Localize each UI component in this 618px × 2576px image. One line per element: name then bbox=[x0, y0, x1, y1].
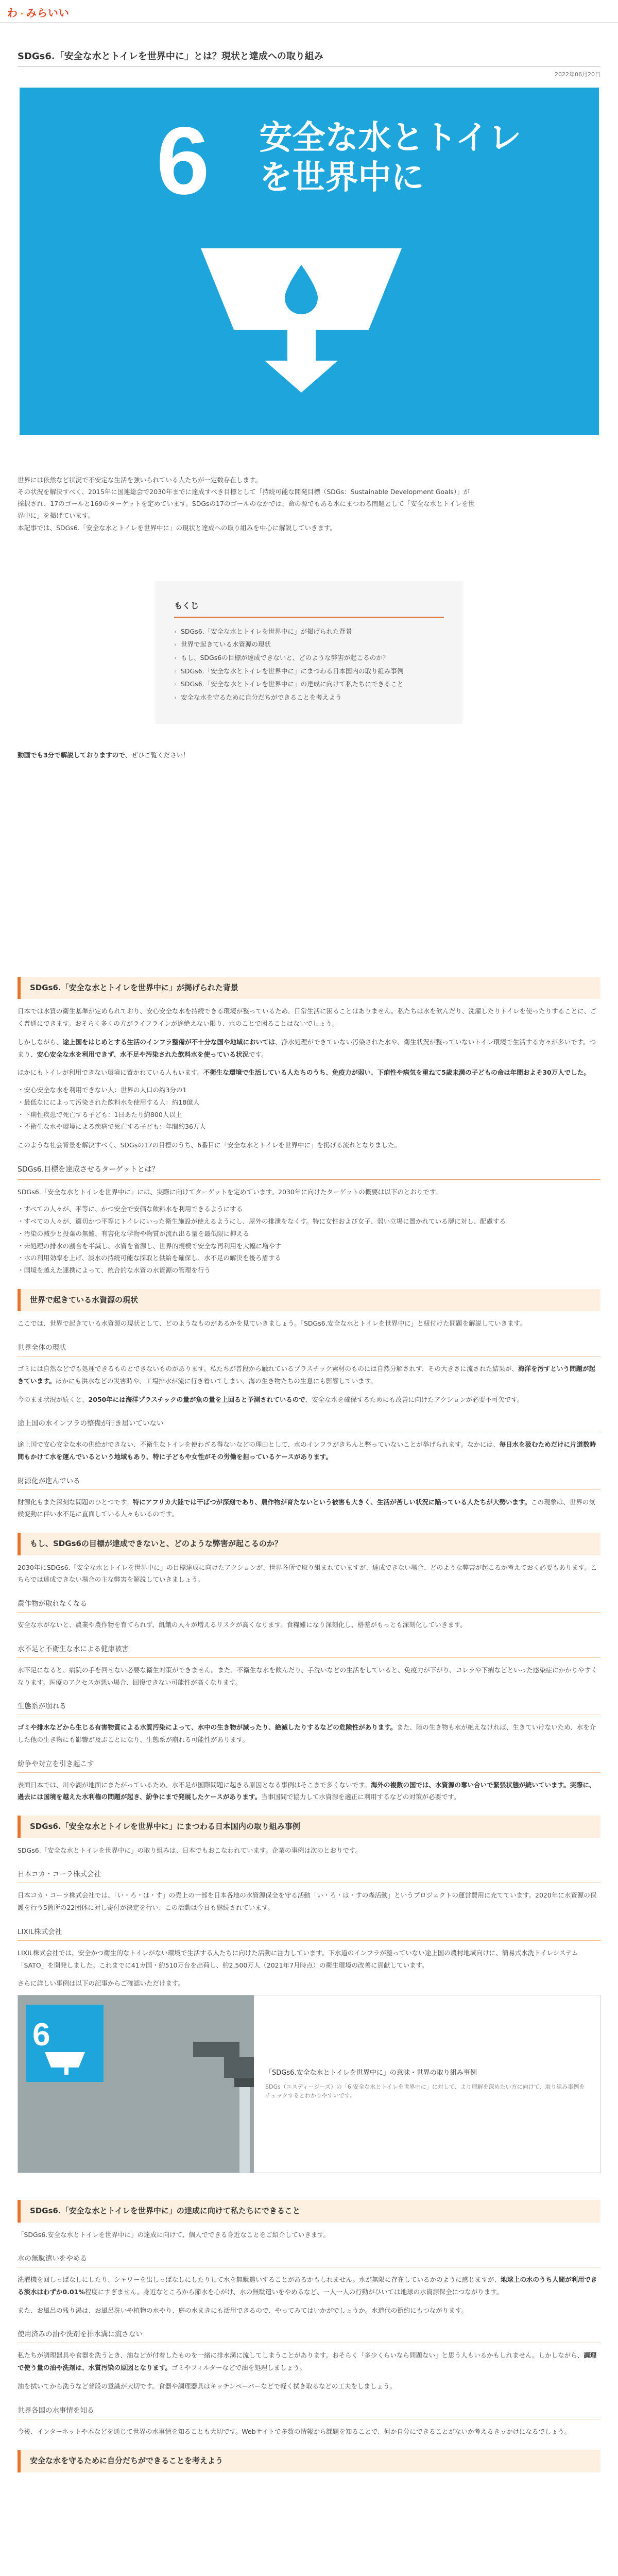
section-minor-heading: 使用済みの油や洗剤を排水溝に流さない bbox=[18, 2329, 600, 2343]
paragraph bbox=[18, 1036, 600, 1061]
thumbnail-goal-number: 6 bbox=[32, 2017, 50, 2053]
toc-item-label: SDGs6.「安全な水とトイレを世界中に」の達成に向けて私たちにできること bbox=[181, 680, 404, 688]
toc-title: もくじ bbox=[174, 600, 199, 611]
paragraph bbox=[18, 2274, 600, 2298]
section-minor-heading: 財源化が進んでいる bbox=[18, 1476, 600, 1490]
text-run: ほかにもトイレが利用できない環境に置かれている人もいます。 bbox=[18, 1069, 203, 1077]
text-run-bold: 2050年には海洋プラスチックの量が魚の量を上回ると予測されているので bbox=[88, 1395, 305, 1403]
text-run: また、陸の生き物も水が絶えなければ、生きていけないため、 bbox=[397, 1723, 577, 1732]
paragraph: 日本コカ・コーラ株式会社では、「い・ろ・は・す」の売上の一部を日本各地の水資源保全を守る活動「い・ろ・は・すの森活動」というプロジェクトの運営費用に充てています。2020年に水資源の保護を行う5箇所の22団体に対し寄付が決定を行い、この活動は今日も継続されています。 bbox=[18, 1891, 597, 1912]
paragraph: また、お風呂の残り湯は、お風呂洗いや植物の水やり、庭の水まきにも活用できるので、やってみてはいかがでしょうか。水道代の節約にもつながります。 bbox=[18, 2306, 468, 2314]
chevron-right-icon: › bbox=[174, 640, 177, 649]
paragraph: SDGs6.「安全な水とトイレを世界中に」の取り組みは、日本でもおこなわれています。企業の事例は次のとおりです。 bbox=[18, 1846, 362, 1854]
chevron-right-icon: › bbox=[174, 680, 177, 688]
text-run: ほかにも洪水などの災害時や、工場排水が流に行き着いてしまい、海の生き物たちの生息にも影響しています。 bbox=[56, 1377, 377, 1385]
paragraph bbox=[18, 1779, 600, 1804]
toc-item-label: SDGs6.「安全な水とトイレを世界中に」にまつわる日本国内の取り組み事例 bbox=[181, 667, 404, 675]
section-conclusion bbox=[18, 2450, 600, 2472]
paragraph bbox=[18, 1363, 600, 1387]
text-run: 私たちが調理器具や食器を洗うとき、油などが付着したものを一緒に排水溝に流してしまうことがあります。おそらく「多少くらいなら問題ない」と思う人もいるかもしれません。しかしながら、 bbox=[18, 2351, 584, 2360]
list-item: ・下痢性疾患で死亡する子ども：1日あたり約800人以上 bbox=[18, 1110, 182, 1118]
intro-line: 本記事では、SDGs6.「安全な水とトイレを世界中に」の現状と達成への取り組みを中心に解説していきます。 bbox=[18, 523, 337, 532]
toc-item[interactable] bbox=[174, 691, 444, 704]
hero-goal-title bbox=[260, 118, 522, 198]
chevron-right-icon: › bbox=[174, 667, 177, 675]
text-run: 程度にすぎません。身近なところから節水を心がけ、水の無駄遣いをやめるなど、一人一人の行動がひいては地球の水資源保全につながります。 bbox=[84, 2287, 503, 2296]
logo-main: わ bbox=[7, 7, 18, 19]
text-run-bold: 不衛生な環境で生活している人たちのうち、免疫力が弱い、下痢性や病気を重ねて5歳未満の子どもの命は年間およそ30万人でした。 bbox=[203, 1069, 590, 1077]
list-item: ・未処理の排水の割合を半減し、水資を省源し、世界的規模で安全な再利用を大幅に増やす bbox=[18, 1242, 282, 1250]
section-heading: 世界で起きている水資源の現状 bbox=[18, 1289, 600, 1312]
title-bar bbox=[18, 47, 600, 67]
text-run: しかしながら、 bbox=[18, 1038, 63, 1046]
table-of-contents bbox=[156, 581, 462, 724]
paragraph: 水不足になると、病院の手を回せない必要な衛生対策ができません。また、不衛生な水を飲んだり、手洗いなどの生活をしていると、免疫力が下がり、コレラや下痢などといった感染症にかかりやすくなります。医療のアクセスが悪い場合、回復できない可能性が高くなります。 bbox=[18, 1666, 597, 1686]
paragraph: 2030年にSDGs6.「安全な水とトイレを世界中に」の目標達成に向けたアクションが、世界各所で取り組まれていますが、達成できない場合、どのような弊害が起こるか考えておく必要もあります。こちらでは達成できない場合の主な弊害を解説していきましょう。 bbox=[18, 1563, 597, 1584]
hero-line-1: 安全な水とトイレ bbox=[259, 119, 522, 157]
related-article-thumbnail bbox=[18, 1995, 254, 2173]
section-current-state bbox=[18, 1289, 600, 1520]
video-note-rest: 、ぜひご覧ください！ bbox=[125, 751, 190, 759]
video-note bbox=[18, 750, 600, 760]
paragraph: 日本では水質の衛生基準が定められており、安心安全な水を持続できる環境が整っているため、日常生活に困ることはありません。私たちは水を飲んだり、洗濯したりトイレを使ったりすることに、ごく普通にできます。おそらく多くの方がライフラインが途絶えない限り、水のことで困ることはないでしょう。 bbox=[18, 1007, 597, 1028]
text-run-bold: 地球上の水のうち人間が利用できる淡水はわずか0.01% bbox=[18, 2276, 597, 2296]
hero-goal-number: 6 bbox=[156, 108, 210, 214]
paragraph: 油を拭いてから洗うなど普段の意識が大切です。食器や調理器具はキッチンペーパーなどで軽く拭き取るなどの工夫をしましょう。 bbox=[18, 2382, 397, 2390]
section-background bbox=[18, 977, 600, 1151]
text-run-bold: 途上国をはじめとする生活のインフラ整備が不十分な国や地域においては bbox=[62, 1038, 276, 1046]
text-run: ことが挙げられます。 bbox=[403, 1440, 468, 1449]
text-run: ゴミやフィルターなどで油を処理しましょう。 bbox=[171, 2364, 306, 2372]
list-item: ・不衛生な水や環境による疾病で死亡する子ども：年間約36万人 bbox=[18, 1123, 206, 1131]
section-subheading: SDGs6.目標を達成させるターゲットとは？ bbox=[18, 1164, 600, 1180]
text-run: 当事国間で協力して水資源を適正に利用するなどの対策が必要です。 bbox=[261, 1793, 460, 1801]
text-run-bold: 毎日水を汲むためだけに片道数時間もかけて水を運んでいるという地域もあり、特に子どもや女性がその労働を担っているケースがあります。 bbox=[18, 1440, 596, 1461]
text-run: 表面日本では、川や湖が地面にまたがっているため、水不足が国際問題に起きる原因となる事例はそこまで多くないです。 bbox=[18, 1781, 371, 1789]
site-header bbox=[0, 0, 618, 23]
paragraph: 「SDGs6.安全な水とトイレを世界中に」の達成に向けて、個人でできる身近なことをご紹介していきます。 bbox=[18, 2230, 330, 2239]
toc-divider bbox=[174, 617, 444, 618]
text-run: 、安全な水を確保するためにも改善に向けたアクションが必要不可欠です。 bbox=[305, 1395, 524, 1403]
section-minor-heading: 途上国の水インフラの整備が行き届いていない bbox=[18, 1418, 600, 1432]
section-minor-heading: 日本コカ・コーラ株式会社 bbox=[18, 1869, 600, 1883]
toc-item-label: もし、SDGs6の目標が達成できないと、どのような弊害が起こるのか？ bbox=[181, 654, 389, 662]
paragraph bbox=[18, 1721, 600, 1746]
list-item: ・安心安全な水を利用できない人：世界の人口の約3分の1 bbox=[18, 1086, 187, 1094]
section-minor-heading: 農作物が取れなくなる bbox=[18, 1598, 600, 1613]
logo-dot: ・ bbox=[18, 9, 27, 19]
section-heading: SDGs6.「安全な水とトイレを世界中に」が掲げられた背景 bbox=[18, 977, 600, 999]
intro-line: 界中に」を掲げています。 bbox=[18, 512, 95, 520]
paragraph bbox=[18, 1438, 600, 1463]
text-run: 途上国で安心安全な水の供給ができない、不衛生なトイレを使わざる得ないなどの理由として、水のインフラがきちんと整っていない bbox=[18, 1440, 404, 1449]
related-article-desc: SDGs（エスディージーズ）の「6.安全な水とトイレを世界中に」に対して、より理解を深めたい方に向けて、取り組み事例をチェックするとわかりやすいです。 bbox=[265, 2083, 585, 2099]
section-heading: SDGs6.「安全な水とトイレを世界中に」の達成に向けて私たちにできること bbox=[18, 2200, 600, 2223]
publish-date: 2022年06月20日 bbox=[555, 71, 600, 78]
text-run: です。 bbox=[249, 1050, 268, 1058]
paragraph bbox=[18, 1066, 600, 1079]
faucet-icon bbox=[18, 1995, 254, 2173]
text-run: 洗濯機を回しっぱなしにしたり、シャワーを出しっぱなしにしたりして水を無駄遣いすることがあるかもしれません。水が無限に存在しているかのように感じますが、 bbox=[18, 2276, 501, 2284]
text-run: 今のまま状況が続くと、 bbox=[18, 1395, 89, 1403]
paragraph bbox=[18, 1496, 600, 1521]
list-item: ・すべての人々が、平等に、かつ安全で安価な飲料水を利用できるようにする bbox=[18, 1205, 243, 1213]
chevron-right-icon: › bbox=[174, 654, 177, 662]
paragraph: 安全な水がないと、農業や農作物を育てられず、飢餓の人々が増えるリスクが高くなります。食糧難になり深刻化し、格差がもっとも深刻化していきます。 bbox=[18, 1621, 467, 1629]
text-run: 財源化もまた深刻な問題のひとつです。 bbox=[18, 1498, 133, 1506]
list-item: ・水の利用効率を上げ、淡水の持続可能な採取と供給を確保し、水不足の解決を後ろ盾する bbox=[18, 1254, 282, 1262]
text-run: 水を介した他の生き物にも影響が及ぶことになり、生態系が崩れる可能性があります。 bbox=[18, 1723, 596, 1743]
section-minor-heading: 水の無駄遣いをやめる bbox=[18, 2253, 600, 2267]
paragraph: SDGs6.「安全な水とトイレを世界中に」には、実際に向けてターゲットを定めています。2030年に向けたターゲットの概要は以下のとおりです。 bbox=[18, 1188, 442, 1196]
text-run: この現象は、世界の気候変動に伴い水不足に直面している人々もいるのです。 bbox=[18, 1498, 595, 1518]
list-item: ・すべての人々が、適切かつ平等にトイレにいった衛生施設が使えるようにし、屋外の排泄をなくす。特に女性および女子、弱い立場に置かれている層に対し、配慮する bbox=[18, 1217, 506, 1226]
bullet-list bbox=[18, 1084, 600, 1133]
intro-line: 採択され、17のゴールと169のターゲットを定めています。SDGsの17のゴールのなかでは、命の源でもある水にまつわる問題として「安全な水とトイレを世 bbox=[18, 500, 475, 508]
paragraph: ここでは、世界で起きている水資源の現状として、どのようなものがあるかを見ていきましょう。「SDGs6.安全な水とトイレを世界中に」と紐付けた問題を解説していきます。 bbox=[18, 1319, 526, 1328]
section-heading: SDGs6.「安全な水とトイレを世界中に」にまつわる日本国内の取り組み事例 bbox=[18, 1816, 600, 1838]
hero-line-2: を世界中に bbox=[259, 158, 424, 197]
paragraph bbox=[18, 1394, 600, 1406]
toc-item[interactable] bbox=[174, 638, 444, 651]
article bbox=[18, 47, 600, 2472]
section-minor-heading: 世界各国の水事情を知る bbox=[18, 2405, 600, 2419]
page-title: SDGs6.「安全な水とトイレを世界中に」とは？現状と達成への取り組み bbox=[18, 50, 323, 62]
toc-item[interactable] bbox=[174, 651, 444, 665]
site-logo[interactable] bbox=[7, 4, 70, 22]
list-item: ・最低なにによって汚染された飲料水を使用する人：約18億人 bbox=[18, 1098, 200, 1106]
paragraph: 今後、インターネットや本などを通じて世界の水事情を知ることも大切です。Webサイトで多数の情報から課題を知ることで、何か自分にできることがないか考えるきっかけになるでしょう。 bbox=[18, 2427, 571, 2435]
section-minor-heading: 水不足と不衛生な水による健康被害 bbox=[18, 1643, 600, 1658]
intro-text bbox=[18, 474, 600, 534]
paragraph: LIXIL株式会社では、安全かつ衛生的なトイレがない環境で生活する人たちに向けた活動に注力しています。下水道のインフラが整っていない途上国の農村地域向けに、簡易式水洗トイレシステム「SATO」を開発しました。これまでに41カ国・約510万台を出荷し、約2,500万人（2021年7月時点）の衛生環境の改善に貢献しています。 bbox=[18, 1948, 578, 1969]
logo-rest: みらいい bbox=[26, 7, 70, 19]
section-targets bbox=[18, 1164, 600, 1277]
section-japan-cases bbox=[18, 1816, 600, 2173]
section-minor-heading: 紛争や対立を引き起こす bbox=[18, 1758, 600, 1773]
intro-line: 世界には依然など状況で不安定な生活を強いられている人たちが一定数存在します。 bbox=[18, 476, 262, 484]
text-run-bold: 安心安全な水を利用できず、水不足や汚染された飲料水を使っている状況 bbox=[37, 1050, 249, 1058]
text-run-bold: 調理で使う量の油や洗剤は、水質汚染の原因となります。 bbox=[18, 2351, 597, 2372]
toc-item[interactable] bbox=[174, 665, 444, 678]
paragraph: このような社会背景を解決すべく、SDGsの17の目標のうち、6番目に「安全な水とトイレを世界中に」を掲げる流れとなりました。 bbox=[18, 1141, 401, 1149]
text-run-bold: ゴミや排水などから生じる有害物質による水質汚染によって、水中の生き物が減ったり、絶滅したりするなどの危険性があります。 bbox=[18, 1723, 397, 1732]
video-note-bold: 動画でも3分で解説しておりますので bbox=[18, 751, 125, 759]
chevron-right-icon: › bbox=[174, 627, 177, 635]
related-article-text bbox=[254, 1995, 600, 2173]
toc-item-label: 世界で起きている水資源の現状 bbox=[181, 640, 271, 649]
bullet-list bbox=[18, 1203, 600, 1277]
section-consequences bbox=[18, 1533, 600, 1803]
related-article-title[interactable]: 「SDGs6.安全な水とトイレを世界中に」の意味・世界の取り組み事例 bbox=[265, 2069, 477, 2077]
text-run: 、浄水処理ができていない汚染された水や、衛生状況が整っていないトイレ環境で生活する方々が多いです。つまり、 bbox=[18, 1038, 596, 1058]
text-run-bold: 海外の複数の国では、水資源の奪い合いで緊張状態が続いています。実際に、過去には国境を越えた水利権の問題が起き、紛争にまで発展したケースがあります。 bbox=[18, 1781, 596, 1801]
text-run-bold: 特にアフリカ大陸では干ばつが深刻であり、農作物が育たないという被害も大きく、生活が苦しい状況に陥っている人たちが大勢います。 bbox=[132, 1498, 531, 1506]
list-item: ・汚染の減少と投棄の無難、有害化な学物や物質が流れ出る量を最低限に抑える bbox=[18, 1229, 250, 1238]
hero-image bbox=[20, 88, 599, 435]
text-run: ゴミには自然などでも処理できるものとできないものがあります。私たちが普段から触れているプラスチック素材のものには自然分解されず、その大きさに流された結果が、 bbox=[18, 1365, 519, 1373]
section-minor-heading: 世界全体の現状 bbox=[18, 1342, 600, 1357]
link-intro: さらに詳しい事例は以下の記事からご確認いただけます。 bbox=[18, 1979, 185, 1988]
section-heading: もし、SDGs6の目標が達成できないと、どのような弊害が起こるのか？ bbox=[18, 1533, 600, 1555]
text-run: なかには、 bbox=[467, 1440, 500, 1449]
section-what-we-can-do bbox=[18, 2200, 600, 2437]
section-minor-heading: 生態系が崩れる bbox=[18, 1701, 600, 1715]
toc-item[interactable] bbox=[174, 677, 444, 691]
section-heading: 安全な水を守るために自分だちができることを考えよう bbox=[18, 2450, 600, 2472]
intro-line: その状況を解決すべく、2015年に国連総会で2030年までに達成すべき目標として「持続可能な開発目標（SDGs：Sustainable Development Goals）」が bbox=[18, 488, 470, 496]
chevron-right-icon: › bbox=[174, 693, 177, 701]
section-minor-heading: LIXIL株式会社 bbox=[18, 1926, 600, 1941]
text-run-bold: 海洋を汚すという問題が起きています。 bbox=[18, 1365, 596, 1385]
related-article-card[interactable] bbox=[18, 1995, 600, 2173]
toc-item-label: SDGs6.「安全な水とトイレを世界中に」が掲げられた背景 bbox=[181, 627, 352, 635]
toc-item-label: 安全な水を守るために自分だちができることを考えよう bbox=[181, 693, 342, 701]
list-item: ・国境を越えた連携によって、統合的な水資の水資源の管理を行う bbox=[18, 1266, 211, 1275]
toc-item[interactable] bbox=[174, 625, 444, 638]
paragraph bbox=[18, 2349, 600, 2374]
